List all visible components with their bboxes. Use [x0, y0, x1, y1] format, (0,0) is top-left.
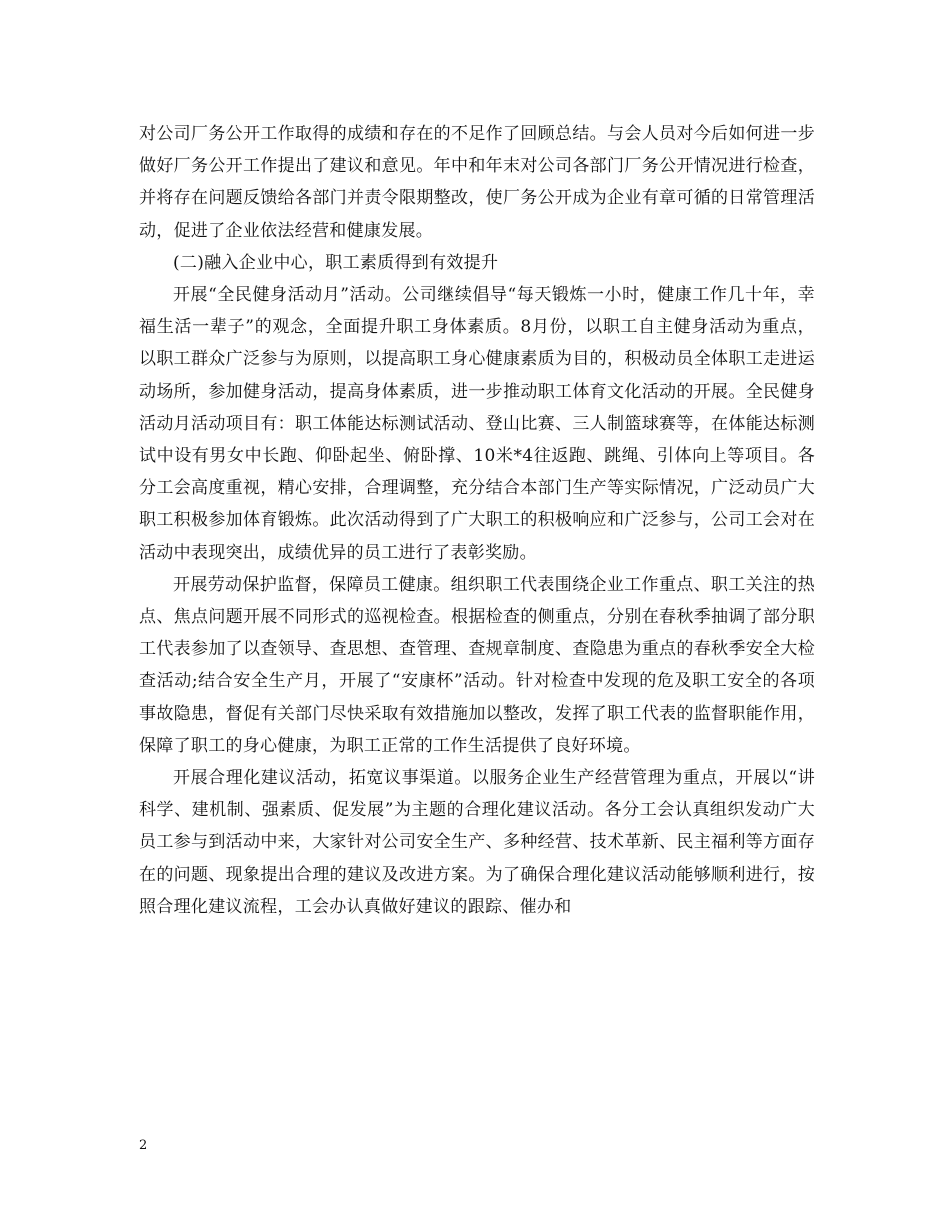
page-number: 2	[139, 1138, 148, 1153]
paragraph-rationalization: 开展合理化建议活动，拓宽议事渠道。以服务企业生产经营管理为重点，开展以“讲科学、建机制、强素质、促发展”为主题的合理化建议活动。各分工会认真组织发动广大员工参与到活动中来，大家针对公司安全生产、多种经营、技术革新、民主福利等方面存在的问题、现象提出合理的建议及改进方案。为了确保合理化建议活动能够顺利进行，按照合理化建议流程，工会办认真做好建议的跟踪、催办和	[139, 768, 815, 917]
paragraph-continuation: 对公司厂务公开工作取得的成绩和存在的不足作了回顾总结。与会人员对今后如何进一步做好厂务公开工作提出了建议和意见。年中和年末对公司各部门厂务公开情况进行检查，并将存在问题反馈给各部门并责令限期整改，使厂务公开成为企业有章可循的日常管理活动，促进了企业依法经营和健康发展。	[139, 124, 815, 241]
paragraph-labor-protection: 开展劳动保护监督，保障员工健康。组织职工代表围绕企业工作重点、职工关注的热点、焦点问题开展不同形式的巡视检查。根据检查的侧重点，分别在春秋季抽调了部分职工代表参加了以查领导、查思想、查管理、查规章制度、查隐患为重点的春秋季安全大检查活动;结合安全生产月，开展了“安康杯”活动。针对检查中发现的危及职工安全的各项事故隐患，督促有关部门尽快采取有效措施加以整改，发挥了职工代表的监督职能作用，保障了职工的身心健康，为职工正常的工作生活提供了良好环境。	[139, 574, 815, 756]
section-heading: (二)融入企业中心，职工素质得到有效提升	[173, 252, 499, 273]
paragraph-fitness-month: 开展“全民健身活动月”活动。公司继续倡导“每天锻炼一小时，健康工作几十年，幸福生活一辈子”的观念，全面提升职工身体素质。8月份，以职工自主健身活动为重点，以职工群众广泛参与为原则，以提高职工身心健康素质为目的，积极动员全体职工走进运动场所，参加健身活动，提高身体素质，进一步推动职工体育文化活动的开展。全民健身活动月活动项目有：职工体能达标测试活动、登山比赛、三人制篮球赛等，在体能达标测试中设有男女中长跑、仰卧起坐、俯卧撑、10米*4往返跑、跳绳、引体向上等项目。各分工会高度重视，精心安排，合理调整，充分结合本部门生产等实际情况，广泛动员广大职工积极参加体育锻炼。此次活动得到了广大职工的积极响应和广泛参与，公司工会对在活动中表现突出，成绩优异的员工进行了表彰奖励。	[139, 285, 815, 563]
document-body	[139, 118, 815, 923]
